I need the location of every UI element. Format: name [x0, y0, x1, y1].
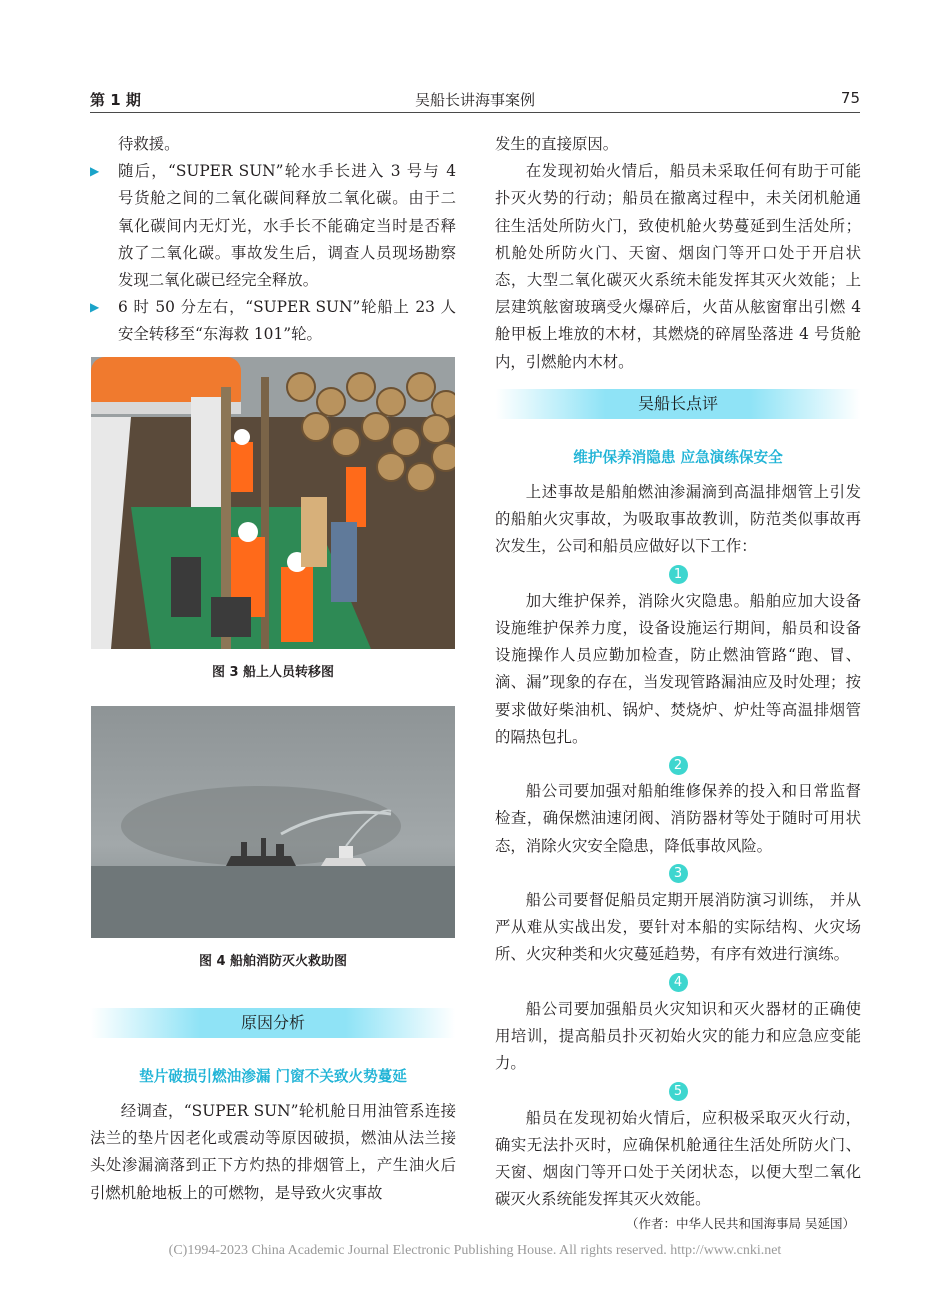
paragraph: 待救援。 [118, 135, 180, 153]
right-column-bottom [495, 479, 861, 1213]
paragraph: 在发现初始火情后，船员未采取任何有助于可能扑灭火势的行动；船员在撤离过程中，未关闭机舱通往生活处所防火门，致使机舱火势蔓延到生活处所；机舱处所防火门、天窗、烟囱门等开口处于开启状态，大型二氧化碳灭火系统未能发挥其灭火效能；上层建筑舷窗玻璃受火爆碎后，火苗从舷窗窜出引燃 4 舱甲板上堆放的木材，其燃烧的碎屑坠落进 4 号货舱内，引燃舱内木材。 [495, 162, 861, 371]
number-badge: 4 [495, 969, 861, 996]
left-column-top [90, 131, 456, 349]
number-badge: 2 [495, 751, 861, 778]
recommendation-item: 加大维护保养，消除火灾隐患。船舶应加大设备设施维护保养力度，设备设施运行期间，船员和设备设施操作人员应勤加检查，防止燃油管路“跑、冒、滴、漏”现象的存在，当发现管路漏油应及时处理；按要求做好柴油机、锅炉、焚烧炉、炉灶等高温排烟管的隔热包扎。 [495, 591, 861, 746]
page-number: 75 [840, 89, 860, 107]
recommendation-item: 船公司要加强船员火灾知识和灭火器材的正确使用培训，提高船员扑灭初始火灾的能力和应急应变能力。 [495, 999, 861, 1073]
left-column-bottom [90, 1098, 456, 1207]
figure-4-photo [91, 706, 455, 938]
recommendation-item: 船公司要督促船员定期开展消防演习训练， 并从严从难从实战出发，要针对本船的实际结构、火灾场所、火灾种类和火灾蔓延趋势，有序有效进行演练。 [495, 891, 861, 964]
triangle-bullet-icon: ▶ [90, 164, 100, 179]
journal-column-title: 吴船长讲海事案例 [414, 91, 535, 109]
figure-4-caption: 图 4 船舶消防灭火救助图 [198, 954, 348, 969]
paragraph: 上述事故是船舶燃油渗漏滴到高温排烟管上引发的船舶火灾事故，为吸取事故教训，防范类似事故再次发生，公司和船员应做好以下工作： [495, 483, 861, 556]
running-header [90, 84, 860, 113]
issue-number: 第 1 期 [90, 91, 141, 109]
number-badge: 1 [495, 561, 861, 588]
section-title-cause-analysis: 原因分析 [91, 1008, 455, 1038]
bullet-item: ▶ 6 时 50 分左右，“SUPER SUN”轮船上 23 人安全转移至“东海救 101”轮。 [90, 294, 456, 348]
figure-3-photo [91, 357, 455, 649]
right-column-top [495, 131, 861, 376]
recommendation-item: 船员在发现初始火情后，应积极采取灭火行动，确实无法扑灭时，应确保机舱通往生活处所防火门、天窗、烟囱门等开口处于关闭状态，以便大型二氧化碳灭火系统能发挥其灭火效能。 [495, 1108, 861, 1209]
copyright-footer: (C)1994-2023 China Academic Journal Electronic Publishing House. All rights reserved. http://www.cnki.net [168, 1243, 782, 1258]
number-badge: 5 [495, 1077, 861, 1104]
bullet-item: ▶ 随后，“SUPER SUN”轮水手长进入 3 号与 4 号货舱之间的二氧化碳间释放二氧化碳。由于二氧化碳间内无灯光，水手长不能确定当时是否释放了二氧化碳。事故发生后，调查人员现场勘察发现二氧化碳已经完全释放。 [90, 158, 456, 294]
paragraph: 经调查，“SUPER SUN”轮机舱日用油管系连接法兰的垫片因老化或震动等原因破损，燃油从法兰接头处渗漏滴落到正下方灼热的排烟管上，产生油火后引燃机舱地板上的可燃物，是导致火灾事故 [90, 1102, 456, 1202]
section-title-commentary: 吴船长点评 [496, 389, 860, 419]
triangle-bullet-icon: ▶ [90, 300, 100, 315]
number-badge: 3 [495, 860, 861, 887]
figure-3-caption: 图 3 船上人员转移图 [211, 665, 335, 680]
subtitle-cause: 垫片破损引燃油渗漏 门窗不关致火势蔓延 [139, 1068, 407, 1085]
paragraph: 发生的直接原因。 [495, 135, 619, 153]
subtitle-commentary: 维护保养消隐患 应急演练保安全 [573, 449, 783, 466]
recommendation-item: 船公司要加强对船舶维修保养的投入和日常监督检查，确保燃油速闭阀、消防器材等处于随时可用状态，消除火灾安全隐患，降低事故风险。 [495, 782, 861, 855]
author-credit: （作者：中华人民共和国海事局 吴延国） [626, 1216, 855, 1231]
